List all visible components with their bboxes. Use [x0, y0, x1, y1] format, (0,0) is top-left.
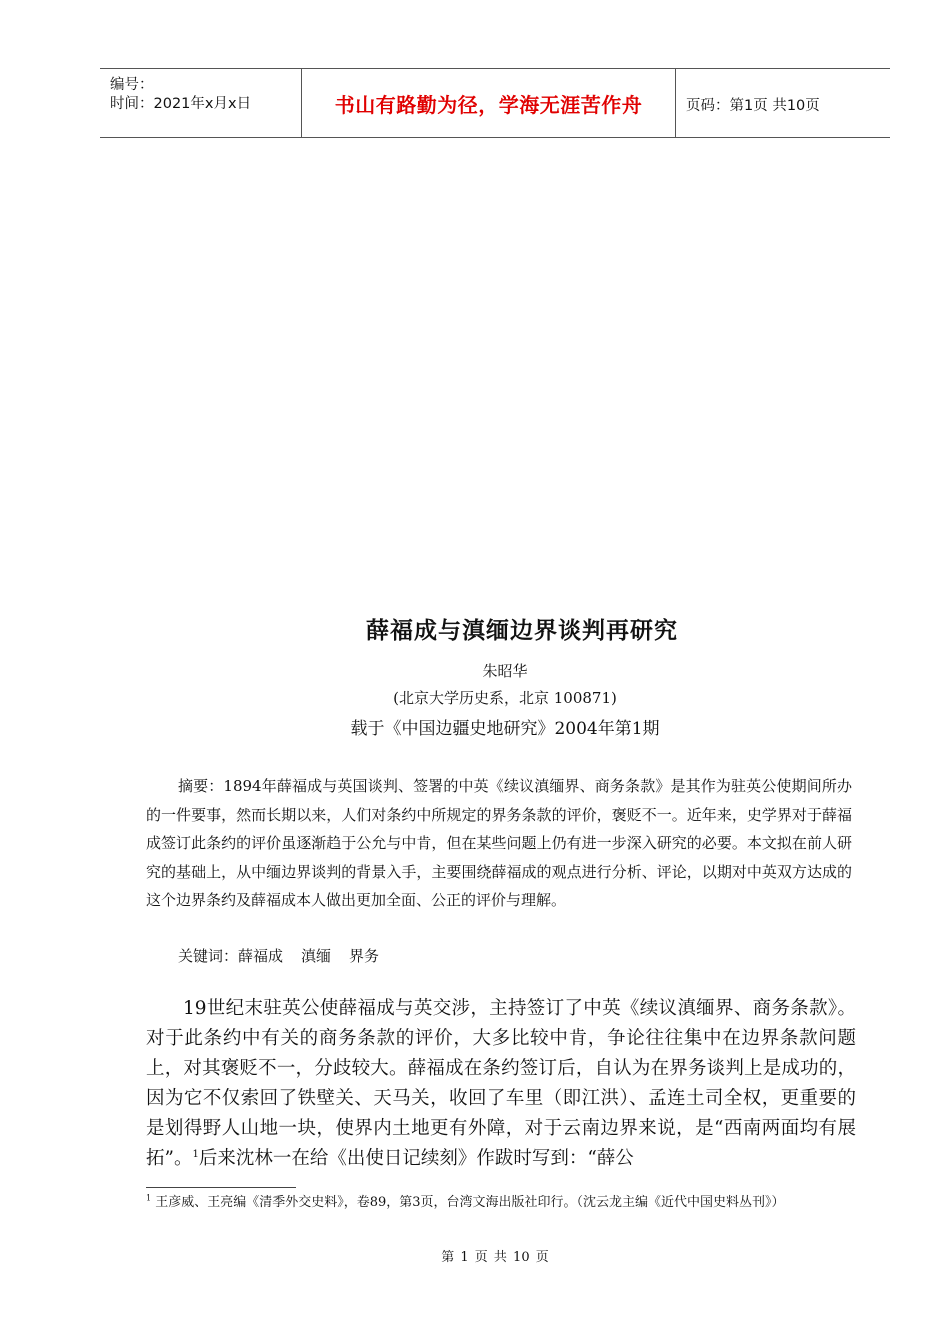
footnote-reference[interactable]: 1 [192, 1148, 199, 1160]
header-table [100, 68, 890, 138]
article-affiliation: (北京大学历史系，北京 100871) [393, 689, 617, 707]
keyword: 薛福成 [238, 947, 284, 965]
body-text-continued: 后来沈林一在给《出使日记续刻》作跋时写到：“薛公 [198, 1148, 634, 1169]
header-motto: 书山有路勤为径，学海无涯苦作舟 [302, 69, 676, 137]
footnote-separator [146, 1187, 296, 1188]
header-meta-cell [100, 69, 302, 137]
article-source: 载于《中国边疆史地研究》2004年第1期 [350, 719, 660, 739]
document-number-label: 编号： [110, 77, 154, 93]
article-author: 朱昭华 [482, 662, 528, 680]
footnote [146, 1193, 856, 1212]
keywords-line [178, 942, 397, 970]
keyword: 界务 [349, 947, 380, 965]
article-title: 薛福成与滇缅边界谈判再研究 [366, 617, 678, 644]
header-page-cell [676, 69, 890, 137]
footnote-text: 王彦威、王亮编《清季外交史料》，卷89，第3页，台湾文海出版社印行。（沈云龙主编《近代中国史料丛刊》） [151, 1195, 785, 1210]
body-paragraph [146, 994, 856, 1174]
keywords-label: 关键词： [178, 947, 239, 965]
page-footer: 第 1 页 共 10 页 [441, 1250, 549, 1265]
footnote-marker: 1 [146, 1193, 152, 1203]
document-time-label: 时间：2021年x月x日 [110, 96, 252, 112]
keyword: 滇缅 [301, 947, 332, 965]
body-text: 19世纪末驻英公使薛福成与英交涉，主持签订了中英《续议滇缅界、商务条款》。对于此条约中有关的商务条款的评价，大多比较中肯，争论往往集中在边界条款问题上，对其褒贬不一，分歧较大。薛福成在条约签订后，自认为在界务谈判上是成功的，因为它不仅索回了铁壁关、天马关，收回了车里（即江洪）、孟连土司全权，更重要的是划得野人山地一块，使界内土地更有外障，对于云南边界来说，是“西南两面均有展拓”。 [146, 998, 856, 1169]
abstract-paragraph: 摘要：1894年薛福成与英国谈判、签署的中英《续议滇缅界、商务条款》是其作为驻英公使期间所办的一件要事，然而长期以来，人们对条约中所规定的界务条款的评价，褒贬不一。近年来，史学界对于薛福成签订此条约的评价虽逐渐趋于公允与中肯，但在某些问题上仍有进一步深入研究的必要。本文拟在前人研究的基础上，从中缅边界谈判的背景入手，主要围绕薛福成的观点进行分析、评论，以期对中英双方达成的这个边界条约及薛福成本人做出更加全面、公正的评价与理解。 [146, 777, 852, 909]
header-page-info: 页码：第1页 共10页 [686, 98, 820, 114]
